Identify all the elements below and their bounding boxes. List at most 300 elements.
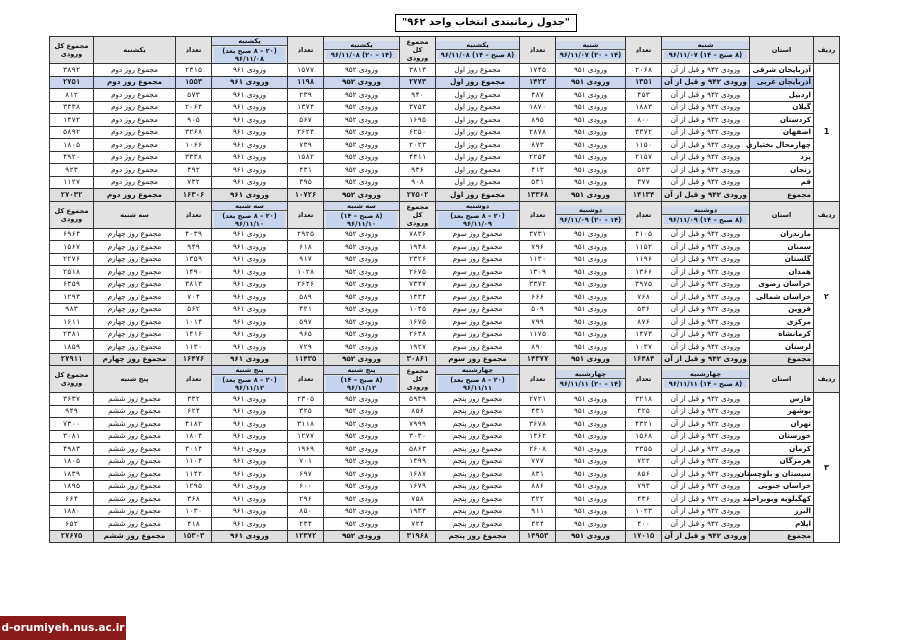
count-value: ۸۵۰ <box>288 505 324 518</box>
day-total-label: مجموع روز چهارم <box>94 303 176 316</box>
grand-total-value: ۳۴۳۸ <box>50 101 94 114</box>
day-header-3 <box>436 201 520 228</box>
count-value: ۶۹۷ <box>288 468 324 481</box>
count-header: تعداد <box>520 201 556 228</box>
entry-cohort: ورودی ۹۶۱ <box>212 151 288 164</box>
day-total-label: مجموع روز پنجم <box>436 418 520 431</box>
table-row[interactable] <box>50 468 840 481</box>
table-row[interactable] <box>50 393 840 406</box>
count-value: ۶۰۰ <box>288 480 324 493</box>
count-value: ۴۰۳۹ <box>176 228 212 241</box>
day-header-3 <box>436 366 520 393</box>
table-row[interactable] <box>50 291 840 304</box>
entry-cohort: ورودی ۹۵۱ <box>556 126 626 139</box>
day-total-value: ۱۴۹۹ <box>400 455 436 468</box>
grand-total-value: ۱۸۵۹ <box>50 341 94 354</box>
entry-cohort: ورودی ۹۵۱ <box>556 114 626 127</box>
table-row[interactable] <box>50 418 840 431</box>
day-total-label: مجموع روز ششم <box>94 480 176 493</box>
entry-cohort: ورودی ۹۴۲ و قبل از آن <box>662 126 750 139</box>
count-header: تعداد <box>626 37 662 64</box>
table-row[interactable] <box>50 253 840 266</box>
entry-cohort: ورودی ۹۴۲ و قبل از آن <box>662 353 750 366</box>
count-value: ۶۱۸ <box>288 241 324 254</box>
count-value: ۴۱۳ <box>520 164 556 177</box>
count-value: ۴۳۲۱ <box>626 418 662 431</box>
entry-cohort: ورودی ۹۴۲ و قبل از آن <box>662 418 750 431</box>
day-total-label: مجموع روز پنجم <box>436 405 520 418</box>
province-name: مرکزی <box>750 316 814 329</box>
table-row[interactable] <box>50 126 840 139</box>
day-total-value: ۲۰۲۳ <box>400 139 436 152</box>
total-row[interactable] <box>50 189 840 202</box>
count-value: ۲۳۴ <box>288 518 324 531</box>
grand-total-value: ۱۶۱۱ <box>50 316 94 329</box>
entry-cohort: ورودی ۹۵۲ <box>324 241 400 254</box>
entry-cohort: ورودی ۹۵۲ <box>324 518 400 531</box>
count-value: ۸۸۶ <box>520 480 556 493</box>
table-row[interactable] <box>50 151 840 164</box>
entry-cohort: ورودی ۹۵۱ <box>556 176 626 189</box>
count-value: ۱۱۹۸ <box>288 76 324 89</box>
day-total-label: مجموع روز چهارم <box>94 228 176 241</box>
province-name: سمنان <box>750 241 814 254</box>
entry-cohort: ورودی ۹۵۱ <box>556 139 626 152</box>
count-value: ۴۳۶ <box>626 493 662 506</box>
table-row[interactable] <box>50 341 840 354</box>
province-name: کهگیلویه وبویراحمد <box>750 493 814 506</box>
day-total-label: مجموع روز ششم <box>94 493 176 506</box>
count-value: ۹۶۵ <box>288 328 324 341</box>
entry-cohort: ورودی ۹۵۱ <box>556 151 626 164</box>
ostan-header: استان <box>750 366 814 393</box>
day-header-2 <box>556 366 626 393</box>
total-row[interactable] <box>50 530 840 543</box>
entry-cohort: ورودی ۹۵۲ <box>324 189 400 202</box>
day-name: چهارشنبه <box>662 370 749 379</box>
entry-cohort: ورودی ۹۶۱ <box>212 89 288 102</box>
day-total-label: مجموع روز پنجم <box>436 443 520 456</box>
count-header: تعداد <box>288 366 324 393</box>
table-row[interactable] <box>50 455 840 468</box>
table-row[interactable] <box>50 241 840 254</box>
count-value: ۵۷۳ <box>176 89 212 102</box>
entry-cohort: ورودی ۹۵۲ <box>324 505 400 518</box>
day-name: یکشنبه <box>436 41 519 50</box>
province-name: همدان <box>750 266 814 279</box>
count-value: ۵۳۶ <box>626 303 662 316</box>
entry-cohort: ورودی ۹۶۱ <box>212 303 288 316</box>
table-row[interactable] <box>50 278 840 291</box>
province-name: البرز <box>750 505 814 518</box>
entry-cohort: ورودی ۹۵۲ <box>324 443 400 456</box>
count-value: ۱۰۲۳ <box>626 505 662 518</box>
entry-cohort: ورودی ۹۶۱ <box>212 468 288 481</box>
day-total-label: مجموع روز سوم <box>436 303 520 316</box>
day-summary-header: سه شنبه <box>94 201 176 228</box>
count-value: ۱۱۷۵ <box>520 328 556 341</box>
count-value: ۵۸۹ <box>288 291 324 304</box>
table-row[interactable] <box>50 480 840 493</box>
province-name: کرمان <box>750 443 814 456</box>
day-time-range: (۲۰ – ۸ صبح بعد) ۹۶/۱۱/۱۱ <box>438 376 517 392</box>
day-time-range: (۱۴ – ۲۰) ۹۶/۱۱/۱۱ <box>559 380 622 388</box>
entry-cohort: ورودی ۹۵۱ <box>556 89 626 102</box>
day-time-range: (۸ صبح – ۱۴) ۹۶/۱۱/۱۱ <box>664 380 747 388</box>
day-total-label: مجموع روز چهارم <box>94 328 176 341</box>
day-total-label: مجموع روز سوم <box>436 228 520 241</box>
day-total-label: مجموع روز سوم <box>436 253 520 266</box>
count-value: ۱۶۴۸۴ <box>626 353 662 366</box>
day-total-value: ۱۰۴۵ <box>400 303 436 316</box>
table-row[interactable] <box>50 443 840 456</box>
entry-cohort: ورودی ۹۴۲ و قبل از آن <box>662 505 750 518</box>
entry-cohort: ورودی ۹۶۱ <box>212 126 288 139</box>
day-total-label: مجموع روز پنجم <box>436 493 520 506</box>
entry-cohort: ورودی ۹۵۱ <box>556 353 626 366</box>
entry-cohort: ورودی ۹۵۲ <box>324 468 400 481</box>
day-total-label: مجموع روز دوم <box>94 76 176 89</box>
day-total-label: مجموع روز ششم <box>94 405 176 418</box>
day-total-label: مجموع روز چهارم <box>94 316 176 329</box>
count-value: ۹۰۵ <box>176 114 212 127</box>
entry-cohort: ورودی ۹۵۱ <box>556 393 626 406</box>
count-value: ۸۷۶ <box>626 316 662 329</box>
grand-total-value: ۹۲۳ <box>50 164 94 177</box>
day-time-range: (۸ صبح – ۱۴) ۹۶/۱۱/۰۸ <box>438 51 517 59</box>
day-total-label: مجموع روز چهارم <box>94 291 176 304</box>
entry-cohort: ورودی ۹۵۲ <box>324 266 400 279</box>
count-value: ۳۹۵ <box>288 176 324 189</box>
count-value: ۱۰۷۲۶ <box>288 189 324 202</box>
day-total-value: ۲۷۷۳ <box>400 76 436 89</box>
count-header: مجموع کل ورودی <box>400 37 436 64</box>
entry-cohort: ورودی ۹۵۱ <box>556 505 626 518</box>
province-name: قم <box>750 176 814 189</box>
count-value: ۱۶۴۷۶ <box>176 353 212 366</box>
count-value: ۷۲۲ <box>626 455 662 468</box>
day-header-1 <box>662 366 750 393</box>
count-value: ۲۹۲۵ <box>288 228 324 241</box>
day-time-range: (۸ صبح – ۱۴) ۹۶/۱۱/۱۰ <box>326 212 397 228</box>
day-total-label: مجموع روز ششم <box>94 455 176 468</box>
table-row[interactable] <box>50 405 840 418</box>
day-total-label: مجموع روز پنجم <box>436 480 520 493</box>
table-row[interactable] <box>50 316 840 329</box>
count-value: ۳۳۲ <box>176 393 212 406</box>
day-total-label: مجموع روز سوم <box>436 278 520 291</box>
entry-cohort: ورودی ۹۴۲ و قبل از آن <box>662 468 750 481</box>
day-total-label: مجموع روز اول <box>436 101 520 114</box>
entry-cohort: ورودی ۹۴۲ و قبل از آن <box>662 139 750 152</box>
entry-cohort: ورودی ۹۵۱ <box>556 253 626 266</box>
entry-cohort: ورودی ۹۵۲ <box>324 278 400 291</box>
entry-cohort: ورودی ۹۶۱ <box>212 530 288 543</box>
grand-total-value: ۲۲۷۶ <box>50 253 94 266</box>
count-value: ۶۶۶ <box>520 291 556 304</box>
count-value: ۴۰۰ <box>626 518 662 531</box>
group-header-row <box>50 366 840 393</box>
count-value: ۲۶۰۸ <box>520 443 556 456</box>
count-value: ۱۴۲۲ <box>520 76 556 89</box>
province-name: فارس <box>750 393 814 406</box>
day-total-value: ۱۹۳۴ <box>400 505 436 518</box>
count-value: ۴۱۰۵ <box>626 228 662 241</box>
day-total-value: ۶۲۵۰ <box>400 126 436 139</box>
count-value: ۷۰۱ <box>288 455 324 468</box>
table-row[interactable] <box>50 164 840 177</box>
entry-cohort: ورودی ۹۴۲ و قبل از آن <box>662 228 750 241</box>
province-name: قزوین <box>750 303 814 316</box>
grand-total-value: ۹۴۹ <box>50 405 94 418</box>
province-name: بوشهر <box>750 405 814 418</box>
entry-cohort: ورودی ۹۵۲ <box>324 328 400 341</box>
entry-cohort: ورودی ۹۵۲ <box>324 151 400 164</box>
entry-cohort: ورودی ۹۶۱ <box>212 418 288 431</box>
province-name: اصفهان <box>750 126 814 139</box>
entry-cohort: ورودی ۹۵۱ <box>556 189 626 202</box>
entry-cohort: ورودی ۹۴۲ و قبل از آن <box>662 266 750 279</box>
day-total-value: ۱۹۲۷ <box>400 341 436 354</box>
count-value: ۷۹۹ <box>520 316 556 329</box>
province-name: ایلام <box>750 518 814 531</box>
table-row[interactable] <box>50 518 840 531</box>
count-value: ۱۱۳۰ <box>176 341 212 354</box>
table-row[interactable] <box>50 303 840 316</box>
count-value: ۱۰۱۴ <box>176 316 212 329</box>
entry-cohort: ورودی ۹۴۲ و قبل از آن <box>662 455 750 468</box>
table-row[interactable] <box>50 139 840 152</box>
entry-cohort: ورودی ۹۵۲ <box>324 405 400 418</box>
day-total-label: مجموع روز پنجم <box>436 530 520 543</box>
day-total-value: ۳۰۳۰ <box>400 430 436 443</box>
grand-total-header: مجموع کل ورودی <box>50 201 94 228</box>
count-value: ۴۳۱ <box>520 405 556 418</box>
entry-cohort: ورودی ۹۴۲ و قبل از آن <box>662 393 750 406</box>
count-value: ۳۸۱۳ <box>176 278 212 291</box>
grand-total-value: ۲۷۵۱ <box>50 76 94 89</box>
count-value: ۱۱۴۲ <box>176 468 212 481</box>
count-value: ۴۲۵ <box>626 405 662 418</box>
entry-cohort: ورودی ۹۵۲ <box>324 176 400 189</box>
page-title: "جدول زمانبندی انتخاب واحد ۹۶۲" <box>395 14 577 32</box>
table-row[interactable] <box>50 64 840 77</box>
day-summary-header: یکشنبه <box>94 37 176 64</box>
day-total-label: مجموع روز اول <box>436 114 520 127</box>
count-value: ۸۷۳ <box>520 139 556 152</box>
table-row[interactable] <box>50 430 840 443</box>
entry-cohort: ورودی ۹۶۱ <box>212 64 288 77</box>
entry-cohort: ورودی ۹۵۱ <box>556 328 626 341</box>
grand-total-value: ۲۷۹۱۱ <box>50 353 94 366</box>
entry-cohort: ورودی ۹۶۱ <box>212 266 288 279</box>
entry-cohort: ورودی ۹۵۱ <box>556 164 626 177</box>
ostan-header: استان <box>750 37 814 64</box>
table-row[interactable] <box>50 89 840 102</box>
count-value: ۲۷۲۱ <box>520 393 556 406</box>
day-header-1 <box>662 201 750 228</box>
count-value: ۱۴۱۶ <box>176 328 212 341</box>
entry-cohort: ورودی ۹۵۲ <box>324 455 400 468</box>
entry-cohort: ورودی ۹۵۲ <box>324 253 400 266</box>
grand-total-value: ۴۹۲۰ <box>50 151 94 164</box>
count-value: ۳۷۷ <box>626 176 662 189</box>
count-value: ۱۵۸۲ <box>288 151 324 164</box>
entry-cohort: ورودی ۹۶۱ <box>212 241 288 254</box>
grand-total-value: ۱۸۰۵ <box>50 139 94 152</box>
entry-cohort: ورودی ۹۵۱ <box>556 316 626 329</box>
day-time-range: (۸ صبح – ۱۴) ۹۶/۱۱/۰۹ <box>664 216 747 224</box>
count-value: ۲۲۵۴ <box>520 151 556 164</box>
count-value: ۱۹۶۹ <box>288 443 324 456</box>
entry-cohort: ورودی ۹۴۲ و قبل از آن <box>662 291 750 304</box>
count-value: ۷۰۴ <box>176 291 212 304</box>
table-row[interactable] <box>50 76 840 89</box>
entry-cohort: ورودی ۹۵۱ <box>556 64 626 77</box>
province-name: کردستان <box>750 114 814 127</box>
count-header: تعداد <box>288 37 324 64</box>
day-total-value: ۱۹۴۸ <box>400 241 436 254</box>
entry-cohort: ورودی ۹۵۲ <box>324 64 400 77</box>
day-name: چهارشنبه <box>436 366 519 375</box>
day-total-label: مجموع روز دوم <box>94 89 176 102</box>
count-header: تعداد <box>520 37 556 64</box>
province-name: آذربایجان شرقی <box>750 64 814 77</box>
day-time-range: (۸ صبح – ۱۴) ۹۶/۱۱/۰۷ <box>664 51 747 59</box>
count-value: ۱۵۷۷ <box>288 64 324 77</box>
table-row[interactable] <box>50 101 840 114</box>
count-value: ۱۴۷۳ <box>626 328 662 341</box>
entry-cohort: ورودی ۹۵۱ <box>556 228 626 241</box>
grand-total-value: ۳۶۳۷ <box>50 393 94 406</box>
count-header: تعداد <box>520 366 556 393</box>
province-name: خراسان رضوی <box>750 278 814 291</box>
site-url-badge[interactable]: d-orumiyeh.nus.ac.ir <box>0 616 126 640</box>
table-row[interactable] <box>50 228 840 241</box>
day-total-label: مجموع روز دوم <box>94 151 176 164</box>
day-total-label: مجموع روز پنجم <box>436 518 520 531</box>
day-name: یکشنبه <box>324 41 399 50</box>
entry-cohort: ورودی ۹۵۱ <box>556 418 626 431</box>
entry-cohort: ورودی ۹۶۱ <box>212 430 288 443</box>
entry-cohort: ورودی ۹۶۱ <box>212 278 288 291</box>
count-value: ۵۲۳ <box>626 164 662 177</box>
day-total-label: مجموع روز دوم <box>94 176 176 189</box>
table-row[interactable] <box>50 505 840 518</box>
grand-total-value: ۶۶۴ <box>50 493 94 506</box>
day-time-range: (۲۰ – ۸ صبح بعد) ۹۶/۱۱/۰۸ <box>214 47 285 63</box>
count-value: ۱۱۵۰ <box>626 139 662 152</box>
group-number: ۳ <box>814 393 840 543</box>
schedule-table-body <box>50 37 840 543</box>
table-row[interactable] <box>50 493 840 506</box>
day-total-value: ۱۶۷۵ <box>400 316 436 329</box>
province-name: اردبیل <box>750 89 814 102</box>
day-total-label: مجموع روز چهارم <box>94 253 176 266</box>
day-name: یکشنبه <box>212 37 287 46</box>
entry-cohort: ورودی ۹۵۱ <box>556 241 626 254</box>
province-name: آذربایجان غربی <box>750 76 814 89</box>
count-value: ۳۳۷۲ <box>520 278 556 291</box>
province-name: تهران <box>750 418 814 431</box>
province-name: گیلان <box>750 101 814 114</box>
province-name: خراسان جنوبی <box>750 480 814 493</box>
day-total-label: مجموع روز سوم <box>436 266 520 279</box>
day-total-value: ۲۷۵۰۲ <box>400 189 436 202</box>
day-total-value: ۱۶۸۷ <box>400 468 436 481</box>
day-total-label: مجموع روز اول <box>436 189 520 202</box>
table-row[interactable] <box>50 176 840 189</box>
province-name: مجموع <box>750 189 814 202</box>
count-value: ۱۷۴۵ <box>520 64 556 77</box>
day-total-label: مجموع روز دوم <box>94 139 176 152</box>
day-total-value: ۵۸۶۳ <box>400 443 436 456</box>
count-value: ۳۲۴ <box>520 518 556 531</box>
day-total-label: مجموع روز اول <box>436 64 520 77</box>
day-total-label: مجموع روز دوم <box>94 126 176 139</box>
province-name: زنجان <box>750 164 814 177</box>
count-value: ۱۴۹۵۳ <box>520 530 556 543</box>
grand-total-value: ۱۸۳۹ <box>50 468 94 481</box>
entry-cohort: ورودی ۹۶۱ <box>212 518 288 531</box>
day-header-2 <box>556 37 626 64</box>
count-value: ۱۳۶۶ <box>626 266 662 279</box>
count-value: ۱۵۳۰۳ <box>176 530 212 543</box>
entry-cohort: ورودی ۹۵۱ <box>556 480 626 493</box>
day-total-value: ۱۶۹۵ <box>400 114 436 127</box>
day-name: سه شنبه <box>324 202 399 211</box>
entry-cohort: ورودی ۹۶۱ <box>212 139 288 152</box>
day-total-label: مجموع روز چهارم <box>94 353 176 366</box>
grand-total-value: ۱۱۲۷ <box>50 176 94 189</box>
grand-total-value: ۲۵۱۸ <box>50 266 94 279</box>
table-row[interactable] <box>50 328 840 341</box>
entry-cohort: ورودی ۹۵۲ <box>324 89 400 102</box>
entry-cohort: ورودی ۹۴۲ و قبل از آن <box>662 493 750 506</box>
grand-total-header: مجموع کل ورودی <box>50 366 94 393</box>
entry-cohort: ورودی ۹۵۲ <box>324 418 400 431</box>
entry-cohort: ورودی ۹۴۲ و قبل از آن <box>662 76 750 89</box>
count-value: ۴۳۱ <box>288 164 324 177</box>
grand-total-value: ۴۹۸۳ <box>50 443 94 456</box>
day-time-range: (۲۰ – ۸ صبح بعد) ۹۶/۱۱/۱۰ <box>214 212 285 228</box>
count-value: ۱۰۳۰ <box>176 505 212 518</box>
grand-total-value: ۱۴۷۲ <box>50 114 94 127</box>
day-total-label: مجموع روز ششم <box>94 430 176 443</box>
count-header: تعداد <box>176 366 212 393</box>
day-header-4 <box>324 37 400 64</box>
entry-cohort: ورودی ۹۴۲ و قبل از آن <box>662 176 750 189</box>
day-total-value: ۹۳۶ <box>400 164 436 177</box>
entry-cohort: ورودی ۹۴۲ و قبل از آن <box>662 303 750 316</box>
entry-cohort: ورودی ۹۶۱ <box>212 505 288 518</box>
entry-cohort: ورودی ۹۵۱ <box>556 278 626 291</box>
table-row[interactable] <box>50 266 840 279</box>
count-value: ۱۷۰۱۵ <box>626 530 662 543</box>
province-name: سیستان و بلوچستان <box>750 468 814 481</box>
entry-cohort: ورودی ۹۴۲ و قبل از آن <box>662 253 750 266</box>
table-row[interactable] <box>50 114 840 127</box>
entry-cohort: ورودی ۹۵۲ <box>324 493 400 506</box>
province-name: خراسان شمالی <box>750 291 814 304</box>
entry-cohort: ورودی ۹۴۲ و قبل از آن <box>662 316 750 329</box>
day-total-value: ۳۰۸۶۱ <box>400 353 436 366</box>
entry-cohort: ورودی ۹۵۱ <box>556 430 626 443</box>
count-value: ۸۵۶ <box>626 468 662 481</box>
count-value: ۱۸۷۰ <box>520 101 556 114</box>
ostan-header: استان <box>750 201 814 228</box>
total-row[interactable] <box>50 353 840 366</box>
